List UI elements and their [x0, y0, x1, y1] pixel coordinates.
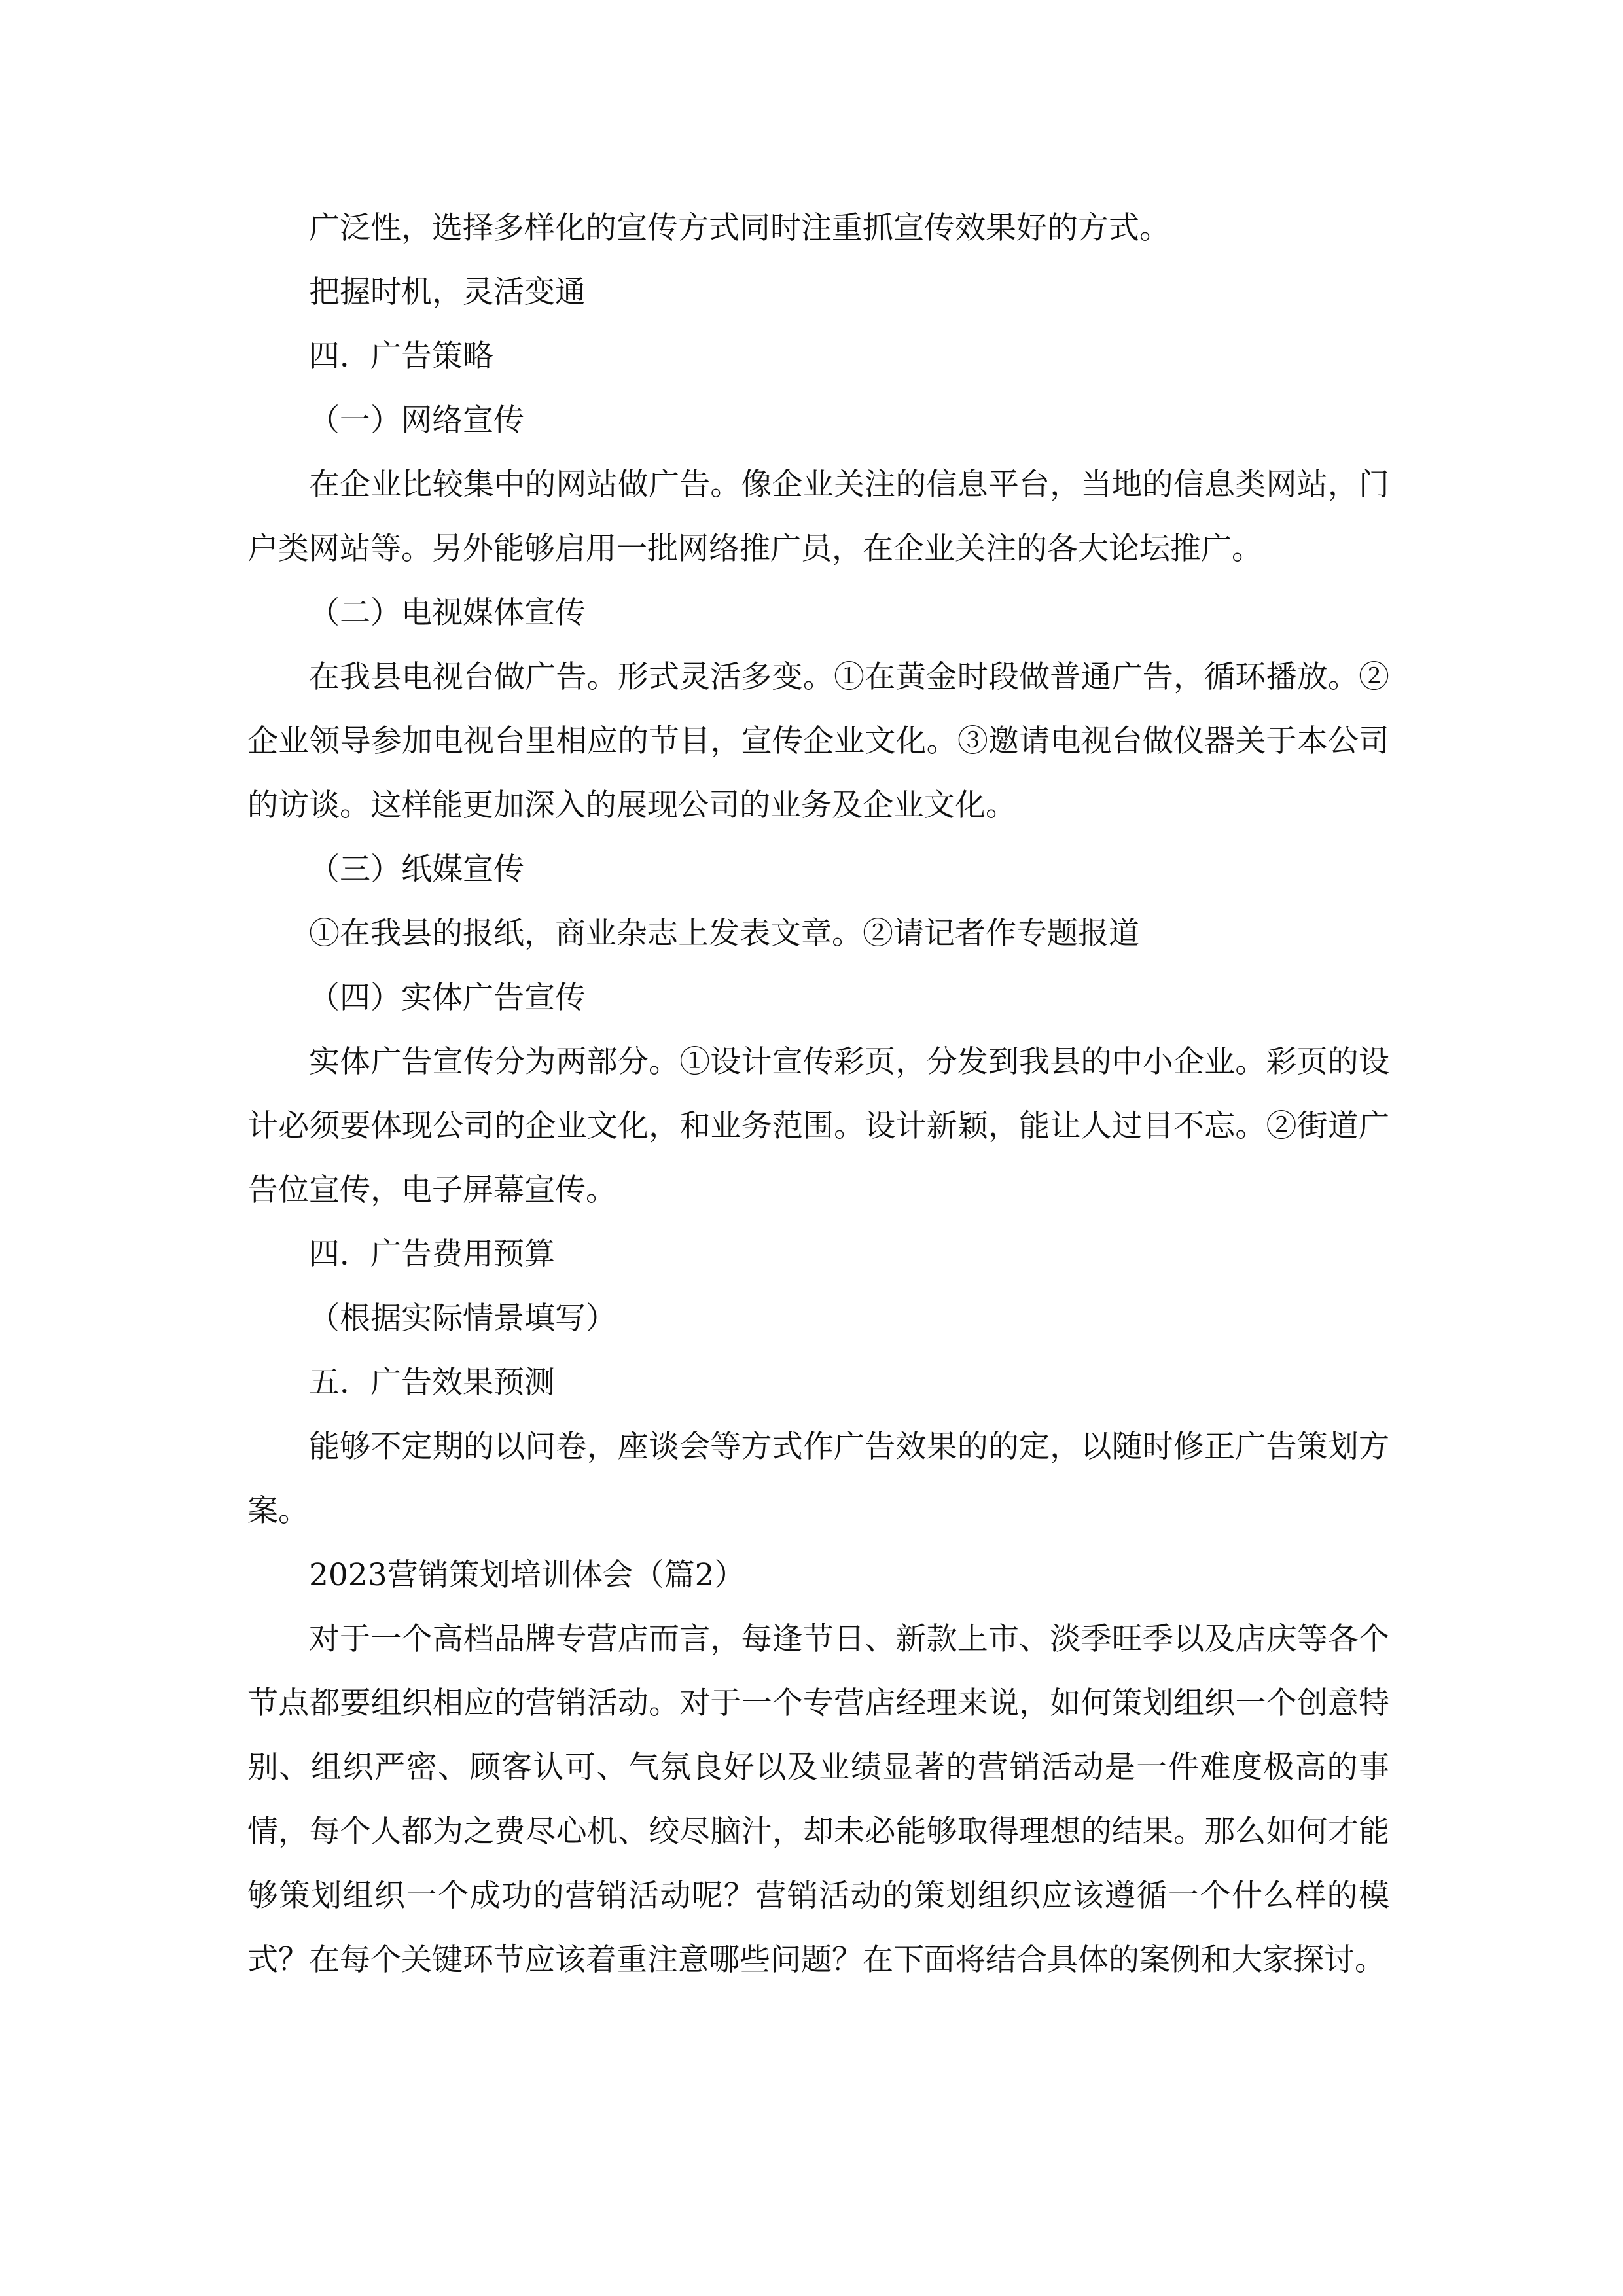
paragraph-seize-timing: 把握时机，灵活变通 — [309, 274, 586, 310]
section-heading-ad-strategy: 四．广告策略 — [309, 338, 493, 374]
paragraph-tv-publicity: 在我县电视台做广告。形式灵活多变。①在黄金时段做普通广告，循环播放。②企业领导参加电视台里相应的节目，宣传企业文化。③邀请电视台做仪器关于本公司的访谈。这样能更加深入的展现公司的业务及企业文化。 — [247, 659, 1389, 823]
document-body — [247, 196, 1389, 1992]
subheading-online-publicity: （一）网络宣传 — [309, 403, 524, 439]
subheading-physical-ads: （四）实体广告宣传 — [309, 980, 586, 1016]
paragraph-marketing-activity: 对于一个高档品牌专营店而言，每逢节日、新款上市、淡季旺季以及店庆等各个节点都要组织相应的营销活动。对于一个专营店经理来说，如何策划组织一个创意特别、组织严密、顾客认可、气氛良好以及业绩显著的营销活动是一件难度极高的事情，每个人都为之费尽心机、绞尽脑汁，却未必能够取得理想的结果。那么如何才能够策划组织一个成功的营销活动呢？营销活动的策划组织应该遵循一个什么样的模式？在每个关键环节应该着重注意哪些问题？在下面将结合具体的案例和大家探讨。 — [247, 1621, 1389, 1978]
article-title-part-2: 2023营销策划培训体会（篇2） — [309, 1557, 745, 1593]
section-heading-ad-effect: 五．广告效果预测 — [309, 1365, 555, 1401]
paragraph-physical-ads: 实体广告宣传分为两部分。①设计宣传彩页，分发到我县的中小企业。彩页的设计必须要体现公司的企业文化，和业务范围。设计新颖，能让人过目不忘。②街道广告位宣传，电子屏幕宣传。 — [247, 1044, 1389, 1208]
paragraph-ad-effect: 能够不定期的以问卷，座谈会等方式作广告效果的的定，以随时修正广告策划方案。 — [247, 1429, 1389, 1529]
paragraph-publicity-breadth: 广泛性，选择多样化的宣传方式同时注重抓宣传效果好的方式。 — [309, 210, 1170, 246]
paragraph-print-publicity: ①在我县的报纸，商业杂志上发表文章。②请记者作专题报道 — [309, 916, 1139, 952]
paragraph-budget-note: （根据实际情景填写） — [309, 1300, 616, 1336]
subheading-tv-publicity: （二）电视媒体宣传 — [309, 595, 586, 631]
section-heading-ad-budget: 四．广告费用预算 — [309, 1236, 555, 1272]
paragraph-online-publicity: 在企业比较集中的网站做广告。像企业关注的信息平台，当地的信息类网站，门户类网站等。另外能够启用一批网络推广员，在企业关注的各大论坛推广。 — [247, 467, 1389, 567]
subheading-print-publicity: （三）纸媒宣传 — [309, 852, 524, 888]
